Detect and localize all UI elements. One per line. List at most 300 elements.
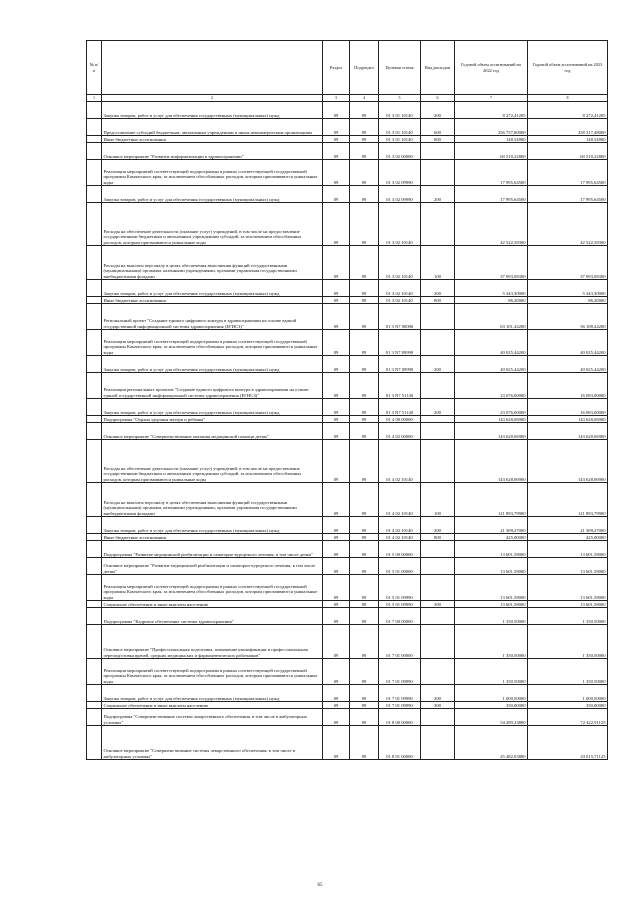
row-csr: 01 4 02 10140 (379, 517, 421, 534)
table-row (87, 102, 608, 119)
row-name: Подпрограмма "Совершенствование системы лекарственного обеспечения, в том числе в амбулаторных условиях" (102, 709, 323, 726)
row-2022: 42 522,58300 (455, 203, 528, 246)
row-2023: 13 601,58000 (528, 575, 608, 601)
table-row (87, 297, 608, 304)
row-num (87, 685, 102, 702)
row-vr: 800 (421, 297, 455, 304)
row-2022: 256 757,80000 (455, 119, 528, 136)
row-num (87, 373, 102, 399)
col-number: 8 (528, 95, 608, 102)
row-vr (421, 625, 455, 659)
row-num (87, 423, 102, 440)
row-2023: 143 628,06900 (528, 440, 608, 483)
row-num (87, 416, 102, 423)
row-razdel: 09 (323, 304, 350, 330)
row-csr: 01 7 01 09990 (379, 685, 421, 702)
table-row (87, 659, 608, 685)
row-2023: 13 601,58000 (528, 601, 608, 608)
row-num (87, 102, 102, 119)
row-podrazdel: 09 (350, 517, 379, 534)
row-csr: 01 7 01 00000 (379, 625, 421, 659)
row-razdel: 09 (323, 601, 350, 608)
row-2023: 8 272,41205 (528, 102, 608, 119)
table-row (87, 541, 608, 558)
header-num: № п/п (87, 41, 102, 95)
row-csr: 01 7 00 00000 (379, 608, 421, 625)
row-vr (421, 330, 455, 356)
row-podrazdel: 09 (350, 625, 379, 659)
row-csr: 01 4 00 00000 (379, 416, 421, 423)
row-2023: 37 093,08300 (528, 246, 608, 280)
table-row (87, 280, 608, 297)
row-vr (421, 709, 455, 726)
header-csr: Целевая статья (379, 41, 421, 95)
row-name: Подпрограмма "Охрана здоровья матери и ребенка" (102, 416, 323, 423)
row-vr: 300 (421, 601, 455, 608)
row-podrazdel: 09 (350, 304, 379, 330)
row-csr: 01 4 02 10140 (379, 440, 421, 483)
row-razdel: 09 (323, 186, 350, 203)
row-podrazdel: 09 (350, 534, 379, 541)
row-podrazdel: 09 (350, 356, 379, 373)
row-2023: 1 000,50000 (528, 685, 608, 702)
row-2022: 13 601,58000 (455, 601, 528, 608)
row-razdel: 09 (323, 416, 350, 423)
row-name: Закупка товаров, работ и услуг для обеспечения государственных (муниципальных) нужд (102, 102, 323, 119)
row-name: Закупка товаров, работ и услуг для обеспечения государственных (муниципальных) нужд (102, 186, 323, 203)
row-csr: 01 3 N7 09990 (379, 356, 421, 373)
row-name: Закупка товаров, работ и услуг для обеспечения государственных (муниципальных) нужд (102, 399, 323, 416)
row-razdel: 09 (323, 136, 350, 143)
row-razdel: 09 (323, 297, 350, 304)
row-2023: 72 422,91125 (528, 709, 608, 726)
header-2023: Годовой объем ассигнований на 2023 год (528, 41, 608, 95)
row-name: Закупка товаров, работ и услуг для обеспечения государственных (муниципальных) нужд (102, 685, 323, 702)
row-2023: 258 317,48000 (528, 119, 608, 136)
header-vr: Вид расходов (421, 41, 455, 95)
row-razdel: 09 (323, 726, 350, 760)
row-podrazdel: 09 (350, 702, 379, 709)
row-vr: 200 (421, 356, 455, 373)
row-razdel: 09 (323, 702, 350, 709)
row-csr: 01 3 01 10140 (379, 136, 421, 143)
row-name: Основное мероприятие "Совершенствование системы лекарственного обеспечения, в том числе в амбулаторных условиях" (102, 726, 323, 760)
row-razdel: 09 (323, 119, 350, 136)
row-csr: 01 3 01 10140 (379, 119, 421, 136)
row-num (87, 246, 102, 280)
column-number-row (87, 95, 608, 102)
row-2023: 143 628,06900 (528, 416, 608, 423)
row-2022: 13 601,58000 (455, 558, 528, 575)
row-name: Иные бюджетные ассигнования (102, 136, 323, 143)
row-razdel: 09 (323, 143, 350, 160)
row-vr (421, 541, 455, 558)
row-name: Реализация мероприятий соответствующей подпрограммы в рамках соответствующей государственной программы Камчатского края, за исключением обособленных расходов, которым присваиваются уникальные коды (102, 330, 323, 356)
table-row (87, 186, 608, 203)
row-2022: 121 893,79900 (455, 483, 528, 517)
row-num (87, 356, 102, 373)
row-2023: 43 615,71125 (528, 726, 608, 760)
header-2022: Годовой объем ассигнований на 2022 год (455, 41, 528, 95)
row-2023: 21 309,27000 (528, 517, 608, 534)
row-vr (421, 160, 455, 186)
row-2023: 17 995,64500 (528, 186, 608, 203)
row-2022: 63 101,44200 (455, 304, 528, 330)
row-num (87, 608, 102, 625)
row-num (87, 304, 102, 330)
row-csr: 01 7 01 09990 (379, 659, 421, 685)
row-2023: 60 518,22800 (528, 143, 608, 160)
row-2022: 1 350,50000 (455, 659, 528, 685)
row-csr: 01 4 02 10140 (379, 483, 421, 517)
row-vr (421, 608, 455, 625)
row-podrazdel: 09 (350, 203, 379, 246)
row-csr: 01 7 01 09990 (379, 702, 421, 709)
row-2022: 148,54800 (455, 136, 528, 143)
row-2023: 425,00000 (528, 534, 608, 541)
row-vr (421, 304, 455, 330)
row-2022: 1 350,50000 (455, 625, 528, 659)
row-name: Реализация мероприятий соответствующей подпрограммы в рамках соответствующей государственной программы Камчатского края, за исключением обособленных расходов, которым присваиваются уникальные коды (102, 160, 323, 186)
row-name: Региональный проект "Создание единого цифрового контура в здравоохранении на основе единой государственной информационной системы здравоохранения (ЕГИСЗ)" (102, 304, 323, 330)
row-csr: 01 3 N7 00000 (379, 304, 421, 330)
col-number: 3 (323, 95, 350, 102)
table-row (87, 726, 608, 760)
row-num (87, 702, 102, 709)
row-2022: 40 025,44200 (455, 356, 528, 373)
row-2022: 17 995,64500 (455, 160, 528, 186)
row-razdel: 09 (323, 160, 350, 186)
page-number: 65 (317, 883, 323, 888)
row-num (87, 160, 102, 186)
table-row (87, 399, 608, 416)
row-name: Закупка товаров, работ и услуг для обеспечения государственных (муниципальных) нужд (102, 517, 323, 534)
row-2022: 5 343,30000 (455, 280, 528, 297)
row-2022: 60 518,22800 (455, 143, 528, 160)
row-name: Расходы на выплаты персоналу в целях обеспечения выполнения функций государственными (муниципальными) органами, казенными учреждениями, органами управления государственными внебюджетными фондами (102, 246, 323, 280)
row-vr: 600 (421, 119, 455, 136)
row-num (87, 186, 102, 203)
row-podrazdel: 09 (350, 186, 379, 203)
row-2022: 17 995,64500 (455, 186, 528, 203)
row-csr: 01 8 01 00000 (379, 726, 421, 760)
table-row (87, 440, 608, 483)
row-num (87, 136, 102, 143)
row-razdel: 09 (323, 423, 350, 440)
row-2022: 350,00000 (455, 702, 528, 709)
row-vr: 800 (421, 136, 455, 143)
row-name: Расходы на выплаты персоналу в целях обеспечения выполнения функций государственными (муниципальными) органами, казенными учреждениями, органами управления государственными внебюджетными фондами (102, 483, 323, 517)
row-podrazdel: 09 (350, 102, 379, 119)
row-num (87, 203, 102, 246)
row-vr (421, 440, 455, 483)
row-podrazdel: 09 (350, 246, 379, 280)
row-podrazdel: 09 (350, 416, 379, 423)
row-vr: 800 (421, 534, 455, 541)
row-2022: 21 309,27000 (455, 517, 528, 534)
row-razdel: 09 (323, 534, 350, 541)
row-csr: 01 3 02 00000 (379, 143, 421, 160)
row-podrazdel: 09 (350, 541, 379, 558)
row-num (87, 726, 102, 760)
table-row (87, 625, 608, 659)
row-name: Закупка товаров, работ и услуг для обеспечения государственных (муниципальных) нужд (102, 280, 323, 297)
row-csr: 01 3 02 09990 (379, 160, 421, 186)
row-num (87, 440, 102, 483)
row-2022: 143 628,06900 (455, 416, 528, 423)
row-2023: 86,20000 (528, 297, 608, 304)
row-vr (421, 575, 455, 601)
row-2022: 8 272,41205 (455, 102, 528, 119)
row-razdel: 09 (323, 330, 350, 356)
row-podrazdel: 09 (350, 483, 379, 517)
table-row (87, 143, 608, 160)
row-razdel: 09 (323, 483, 350, 517)
col-number: 5 (379, 95, 421, 102)
row-num (87, 534, 102, 541)
table-row (87, 423, 608, 440)
row-2023: 1 350,50000 (528, 625, 608, 659)
row-2023: 40 025,44200 (528, 330, 608, 356)
row-vr (421, 373, 455, 399)
header-razdel: Раздел (323, 41, 350, 95)
header-podrazdel: Подраздел (350, 41, 379, 95)
row-csr: 01 5 01 00000 (379, 558, 421, 575)
row-2022: 1 350,50000 (455, 608, 528, 625)
row-2023: 16 083,00000 (528, 399, 608, 416)
table-row (87, 136, 608, 143)
row-podrazdel: 09 (350, 659, 379, 685)
row-razdel: 09 (323, 203, 350, 246)
row-num (87, 330, 102, 356)
row-2023: 148,54800 (528, 136, 608, 143)
row-name: Иные бюджетные ассигнования (102, 534, 323, 541)
row-vr: 200 (421, 517, 455, 534)
row-razdel: 09 (323, 399, 350, 416)
table-body (87, 102, 608, 760)
row-vr: 100 (421, 483, 455, 517)
row-name: Расходы на обеспечение деятельности (оказание услуг) учреждений, в том числе на предоставление государственным бюджетным и автономным учреждениям субсидий, за исключением обособленных расходов, которым присваиваются уникальные коды (102, 440, 323, 483)
row-name: Основное мероприятие "Развитие информатизации в здравоохранении" (102, 143, 323, 160)
row-2022: 1 000,50000 (455, 685, 528, 702)
table-row (87, 246, 608, 280)
table-row (87, 558, 608, 575)
row-razdel: 09 (323, 517, 350, 534)
row-2023: 16 083,00000 (528, 373, 608, 399)
header-row (87, 41, 608, 95)
row-csr: 01 3 02 10140 (379, 203, 421, 246)
row-num (87, 558, 102, 575)
row-podrazdel: 09 (350, 685, 379, 702)
row-podrazdel: 09 (350, 297, 379, 304)
row-name: Подпрограмма "Кадровое обеспечение системы здравоохранения" (102, 608, 323, 625)
row-podrazdel: 09 (350, 726, 379, 760)
table-row (87, 608, 608, 625)
row-csr: 01 3 02 09990 (379, 186, 421, 203)
row-num (87, 659, 102, 685)
row-vr: 200 (421, 280, 455, 297)
row-2023: 121 893,79900 (528, 483, 608, 517)
row-razdel: 09 (323, 373, 350, 399)
row-podrazdel: 09 (350, 160, 379, 186)
row-csr: 01 3 02 10140 (379, 297, 421, 304)
row-podrazdel: 09 (350, 608, 379, 625)
row-podrazdel: 09 (350, 280, 379, 297)
row-name: Реализация региональных проектов "Создание единого цифрового контура в здравоохранении на основе единой государственной информационной системы здравоохранения (ЕГИСЗ)" (102, 373, 323, 399)
row-2022: 40 025,44200 (455, 330, 528, 356)
row-vr (421, 143, 455, 160)
row-vr: 200 (421, 186, 455, 203)
row-csr: 01 3 N7 51140 (379, 373, 421, 399)
row-vr: 100 (421, 246, 455, 280)
row-podrazdel: 09 (350, 709, 379, 726)
row-csr: 01 3 02 10140 (379, 280, 421, 297)
row-name: Предоставление субсидий бюджетным, автономным учреждениям и иным некоммерческим организациям (102, 119, 323, 136)
row-razdel: 09 (323, 659, 350, 685)
row-num (87, 399, 102, 416)
row-name: Закупка товаров, работ и услуг для обеспечения государственных (муниципальных) нужд (102, 356, 323, 373)
row-2022: 37 093,08300 (455, 246, 528, 280)
row-2023: 42 522,58300 (528, 203, 608, 246)
row-vr: 200 (421, 102, 455, 119)
row-podrazdel: 09 (350, 601, 379, 608)
row-num (87, 601, 102, 608)
row-num (87, 517, 102, 534)
table-row (87, 517, 608, 534)
row-2023: 1 350,50000 (528, 608, 608, 625)
table-row (87, 702, 608, 709)
table-row (87, 416, 608, 423)
row-razdel: 09 (323, 440, 350, 483)
row-num (87, 119, 102, 136)
col-number: 7 (455, 95, 528, 102)
row-podrazdel: 09 (350, 440, 379, 483)
row-csr: 01 4 02 00000 (379, 423, 421, 440)
row-num (87, 575, 102, 601)
table-row (87, 356, 608, 373)
table-row (87, 203, 608, 246)
row-csr: 01 3 02 10140 (379, 246, 421, 280)
row-2023: 56 108,44200 (528, 304, 608, 330)
row-vr: 200 (421, 399, 455, 416)
row-2023: 143 628,06900 (528, 423, 608, 440)
row-podrazdel: 09 (350, 373, 379, 399)
table-row (87, 373, 608, 399)
row-csr: 01 4 02 10140 (379, 534, 421, 541)
row-csr: 01 3 N7 09990 (379, 330, 421, 356)
row-name: Социальное обеспечение и иные выплаты населению (102, 601, 323, 608)
table-row (87, 575, 608, 601)
row-2022: 23 076,00000 (455, 399, 528, 416)
row-2023: 13 601,58000 (528, 558, 608, 575)
row-name: Основное мероприятие "Профессиональная подготовка, повышение квалификации и профессиональная переподготовка врачей, средних медицинских и фармацевтических работников" (102, 625, 323, 659)
table-row (87, 685, 608, 702)
header-name (102, 41, 323, 95)
row-name: Основное мероприятие "Совершенствование оказания медицинской помощи детям" (102, 423, 323, 440)
row-2022: 13 601,58000 (455, 575, 528, 601)
table-row (87, 160, 608, 186)
budget-table (86, 40, 608, 760)
row-razdel: 09 (323, 608, 350, 625)
table-row (87, 330, 608, 356)
row-num (87, 297, 102, 304)
row-name: Основное мероприятие "Развитие медицинской реабилитации и санаторно-курортного лечения, в том числе детям" (102, 558, 323, 575)
row-2023: 13 601,58000 (528, 541, 608, 558)
row-num (87, 541, 102, 558)
row-vr (421, 203, 455, 246)
table-row (87, 304, 608, 330)
row-num (87, 143, 102, 160)
col-number: 4 (350, 95, 379, 102)
row-num (87, 625, 102, 659)
row-2022: 13 601,58000 (455, 541, 528, 558)
col-number: 2 (102, 95, 323, 102)
row-podrazdel: 09 (350, 119, 379, 136)
row-num (87, 280, 102, 297)
row-2022: 23 076,00000 (455, 373, 528, 399)
row-name: Иные бюджетные ассигнования (102, 297, 323, 304)
row-vr: 200 (421, 685, 455, 702)
row-name: Расходы на обеспечение деятельности (оказание услуг) учреждений, в том числе на предоставление государственным бюджетным и автономным учреждениям субсидий, за исключением обособленных расходов, которым присваиваются уникальные коды (102, 203, 323, 246)
col-number: 6 (421, 95, 455, 102)
table-row (87, 534, 608, 541)
row-razdel: 09 (323, 685, 350, 702)
row-podrazdel: 09 (350, 136, 379, 143)
table-row (87, 483, 608, 517)
row-2022: 86,20000 (455, 297, 528, 304)
row-vr (421, 423, 455, 440)
row-vr (421, 558, 455, 575)
row-razdel: 09 (323, 558, 350, 575)
table-row (87, 709, 608, 726)
row-vr (421, 659, 455, 685)
row-num (87, 709, 102, 726)
row-2022: 25 482,03880 (455, 726, 528, 760)
row-csr: 01 3 01 10140 (379, 102, 421, 119)
row-csr: 01 5 01 09990 (379, 575, 421, 601)
row-razdel: 09 (323, 625, 350, 659)
row-name: Социальное обеспечение и иные выплаты населению (102, 702, 323, 709)
row-podrazdel: 09 (350, 399, 379, 416)
row-razdel: 09 (323, 541, 350, 558)
row-podrazdel: 09 (350, 330, 379, 356)
row-2023: 17 995,64500 (528, 160, 608, 186)
row-2023: 40 025,44200 (528, 356, 608, 373)
row-razdel: 09 (323, 102, 350, 119)
row-razdel: 09 (323, 246, 350, 280)
row-podrazdel: 09 (350, 558, 379, 575)
col-number: 1 (87, 95, 102, 102)
row-2022: 54 289,23880 (455, 709, 528, 726)
row-num (87, 483, 102, 517)
row-podrazdel: 09 (350, 575, 379, 601)
row-2022: 143 628,06900 (455, 440, 528, 483)
row-csr: 01 5 00 00000 (379, 541, 421, 558)
row-vr (421, 726, 455, 760)
row-razdel: 09 (323, 280, 350, 297)
row-name: Реализация мероприятий соответствующей подпрограммы в рамках соответствующей государственной программы Камчатского края, за исключением обособленных расходов, которым присваиваются уникальные коды (102, 659, 323, 685)
row-razdel: 09 (323, 709, 350, 726)
row-2023: 350,00000 (528, 702, 608, 709)
row-csr: 01 3 N7 51140 (379, 399, 421, 416)
row-razdel: 09 (323, 575, 350, 601)
row-name: Подпрограмма "Развитие медицинской реабилитации и санаторно-курортного лечения, в том числе детям" (102, 541, 323, 558)
row-name: Реализация мероприятий соответствующей подпрограммы в рамках соответствующей государственной программы Камчатского края, за исключением обособленных расходов, которым присваиваются уникальные коды (102, 575, 323, 601)
table-row (87, 119, 608, 136)
row-vr (421, 416, 455, 423)
row-2022: 143 628,06900 (455, 423, 528, 440)
row-vr: 300 (421, 702, 455, 709)
